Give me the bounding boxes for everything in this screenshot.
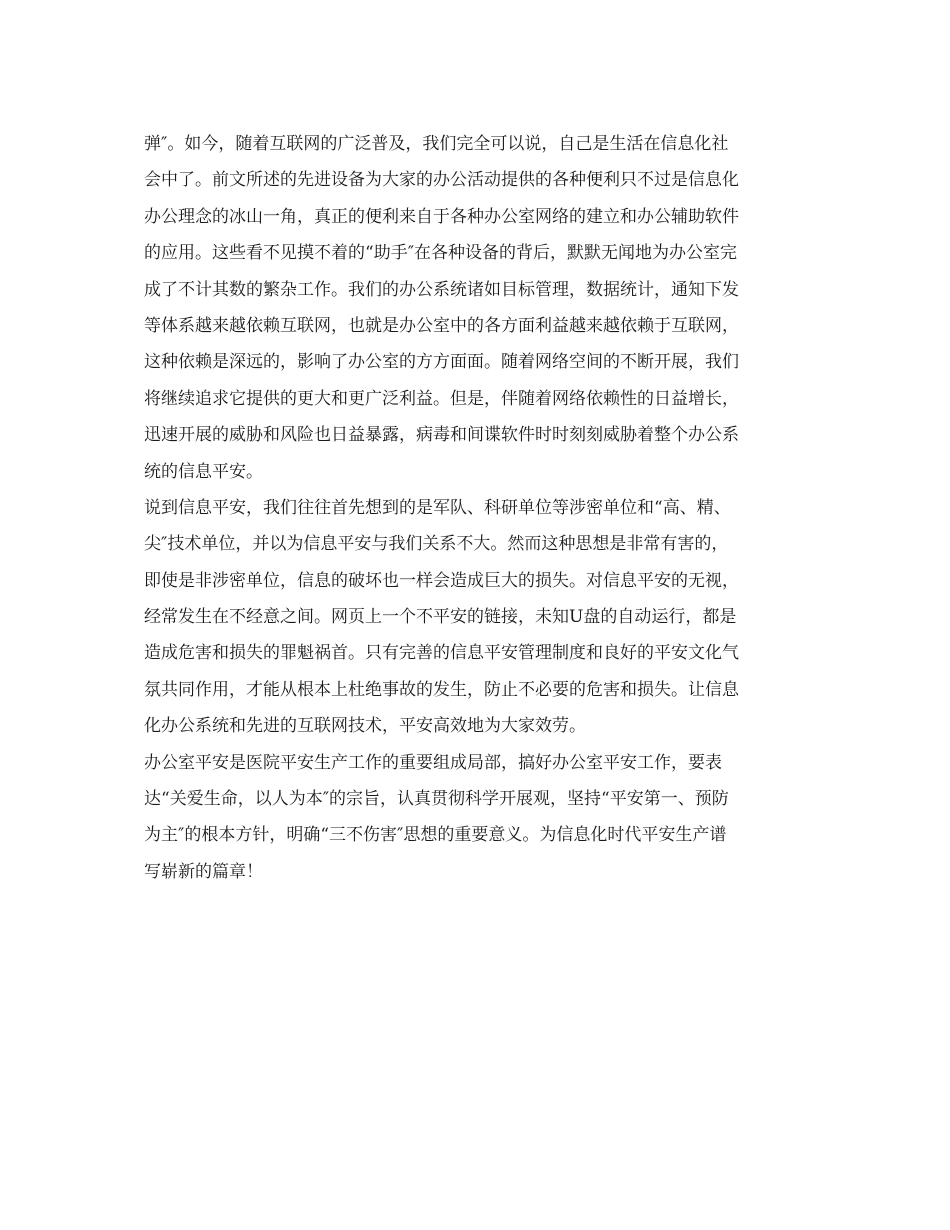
text-line: 这种依赖是深远的，影响了办公室的方方面面。随着网络空间的不断开展，我们 [144,352,739,373]
text-line: 办公室平安是医院平安生产工作的重要组成局部，搞好办公室平安工作，要表 [144,752,722,773]
text-line: 弹″。如今，随着互联网的广泛普及，我们完全可以说，自己是生活在信息化社 [144,134,729,154]
text-line: 达“关爱生命，以人为本″的宗旨，认真贯彻科学开展观，坚持“平安第一、预防 [144,789,729,810]
paragraph-1 [144,126,808,490]
text-line: 为主″的根本方针，明确“三不伤害″思想的重要意义。为信息化时代平安生产谱 [144,825,727,846]
text-line: 经常发生在不经意之间。网页上一个不平安的链接，未知U盘的自动运行，都是 [144,607,737,628]
text-line: 说到信息平安，我们往往首先想到的是军队、科研单位等涉密单位和“高、精、 [144,497,731,518]
paragraph-3 [144,745,808,891]
text-line: 化办公系统和先进的互联网技术，平安高效地为大家效劳。 [144,716,586,737]
text-line: 办公理念的冰山一角，真正的便利来自于各种办公室网络的建立和办公辅助软件 [144,206,739,227]
paragraph-2 [144,490,808,745]
text-line: 会中了。前文所述的先进设备为大家的办公活动提供的各种便利只不过是信息化 [144,170,739,191]
text-line: 将继续追求它提供的更大和更广泛利益。但是，伴随着网络依赖性的日益增长， [144,388,739,409]
text-line: 的应用。这些看不见摸不着的“助手″在各种设备的背后，默默无闻地为办公室完 [144,243,738,264]
text-line: 造成危害和损失的罪魁祸首。只有完善的信息平安管理制度和良好的平安文化气 [144,643,739,664]
text-line: 等体系越来越依赖互联网，也就是办公室中的各方面利益越来越依赖于互联网， [144,315,739,336]
text-line: 尖″技术单位，并以为信息平安与我们关系不大。然而这种思想是非常有害的， [144,534,729,555]
text-line: 氛共同作用，才能从根本上杜绝事故的发生，防止不必要的危害和损失。让信息 [144,679,739,700]
text-line: 即使是非涉密单位，信息的破坏也一样会造成巨大的损失。对信息平安的无视， [144,570,739,591]
text-line: 迅速开展的威胁和风险也日益暴露，病毒和间谍软件时时刻刻威胁着整个办公系 [144,425,739,446]
document-body [144,126,808,890]
text-line: 统的信息平安。 [144,461,263,482]
text-line: 写崭新的篇章！ [144,861,263,882]
text-line: 成了不计其数的繁杂工作。我们的办公系统诸如目标管理，数据统计，通知下发 [144,279,739,300]
